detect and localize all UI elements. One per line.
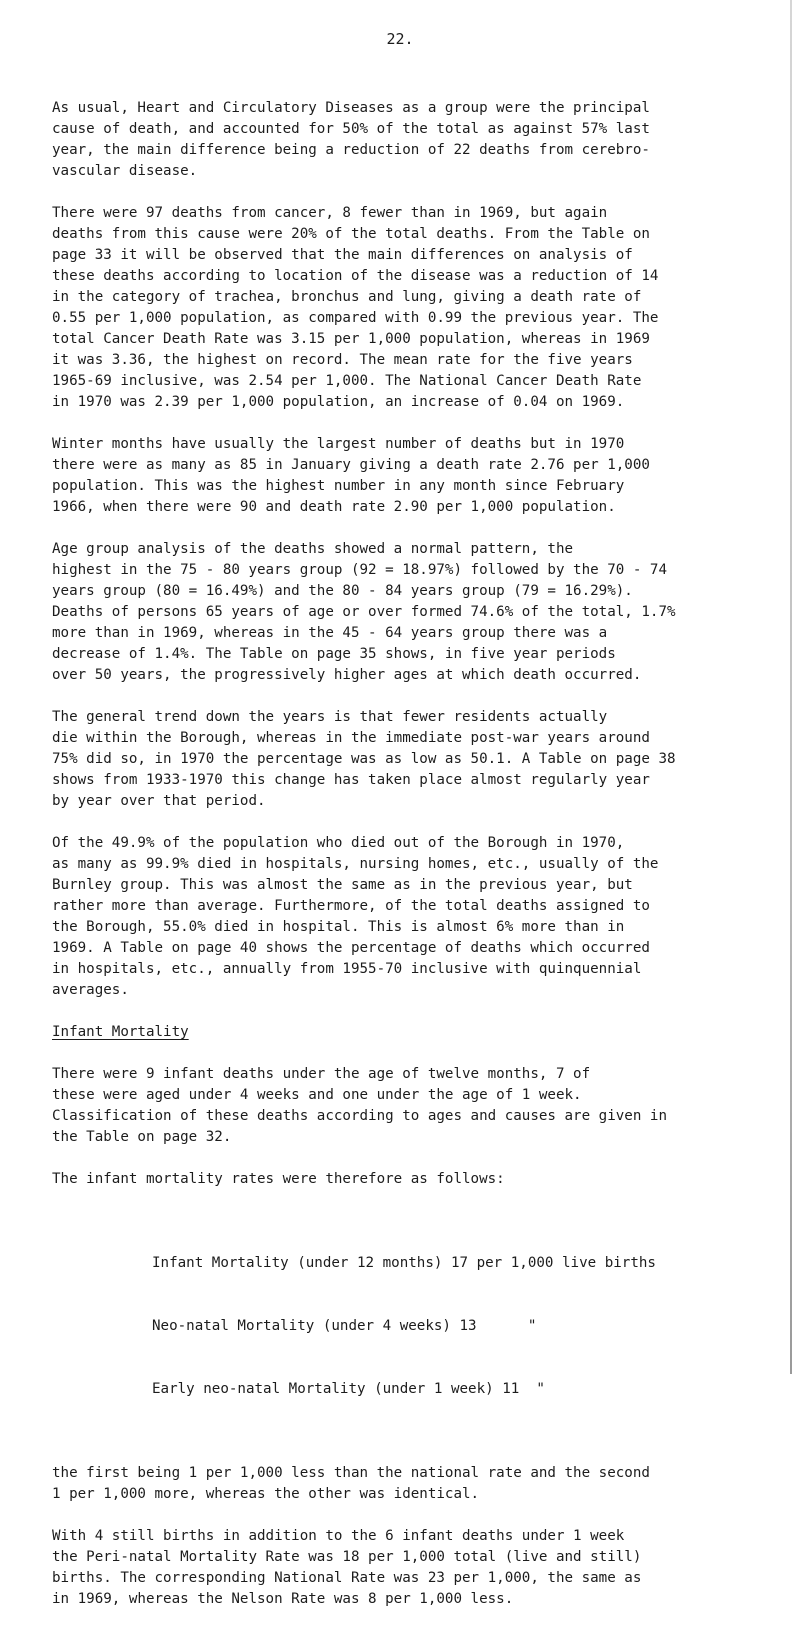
paragraph-heart-circulatory: As usual, Heart and Circulatory Diseases as a group were the principal cause of death, and accounted for 50% of the total as against 57% last year, the main difference being a reduction of 22 deaths from cerebro- vascular disease. [52,100,650,179]
paragraph-cancer-deaths: There were 97 deaths from cancer, 8 fewer than in 1969, but again deaths from this cause were 20% of the total deaths. From the Table on page 33 it will be observed that the main differences on analysis of these deaths according to location of the disease was a reduction of 14 in the category of trachea, bronchus and lung, giving a death rate of 0.55 per 1,000 population, as compared with 0.99 the previous year. The total Cancer Death Rate was 3.15 per 1,000 population, whereas in 1969 it was 3.36, the highest on record. The mean rate for the five years 1965-69 inclusive, was 2.54 per 1,000. The National Cancer Death Rate in 1970 was 2.39 per 1,000 population, an increase of 0.04 on 1969. [52,205,659,410]
page-number: 22. [386,30,414,48]
section-heading-infant-mortality: Infant Mortality [52,1024,189,1040]
rate-early-neo-natal-mortality: Early neo-natal Mortality (under 1 week) 11 " [152,1381,545,1397]
document-body [52,98,796,1631]
paragraph-peri-natal: With 4 still births in addition to the 6 infant deaths under 1 week the Peri-natal Mortality Rate was 18 per 1,000 total (live and still) births. The corresponding National Rate was 23 per 1,000, the same as in 1969, whereas the Nelson Rate was 8 per 1,000 less. [52,1528,642,1607]
paragraph-died-out-of-borough: Of the 49.9% of the population who died out of the Borough in 1970, as many as 99.9% died in hospitals, nursing homes, etc., usually of the Burnley group. This was almost the same as in the previous year, but rather more than average. Furthermore, of the total deaths assigned to the Borough, 55.0% died in hospital. This is almost 6% more than in 1969. A Table on page 40 shows the percentage of deaths which occurred in hospitals, etc., annually from 1955-70 inclusive with quinquennial averages. [52,835,659,998]
paragraph-age-group-analysis: Age group analysis of the deaths showed a normal pattern, the highest in the 75 - 80 years group (92 = 18.97%) followed by the 70 - 74 years group (80 = 16.49%) and the 80 - 84 years group (79 = 16.29%). Deaths of persons 65 years of age or over formed 74.6% of the total, 1.7% more than in 1969, whereas in the 45 - 64 years group there was a decrease of 1.4%. The Table on page 35 shows, in five year periods over 50 years, the progressively higher ages at which death occurred. [52,541,676,683]
paragraph-winter-months: Winter months have usually the largest number of deaths but in 1970 there were as many as 85 in January giving a death rate 2.76 per 1,000 population. This was the highest number in any month since February 1966, when there were 90 and death rate 2.90 per 1,000 population. [52,436,650,515]
scan-edge-line [790,0,792,1374]
paragraph-rates-comparison: the first being 1 per 1,000 less than the national rate and the second 1 per 1,000 more, whereas the other was identical. [52,1465,650,1502]
paragraph-rates-intro: The infant mortality rates were therefore as follows: [52,1171,505,1187]
rate-neo-natal-mortality: Neo-natal Mortality (under 4 weeks) 13 " [152,1318,537,1334]
rate-infant-mortality: Infant Mortality (under 12 months) 17 per 1,000 live births [152,1255,656,1271]
paragraph-infant-deaths: There were 9 infant deaths under the age of twelve months, 7 of these were aged under 4 weeks and one under the age of 1 week. Classification of these deaths according to ages and causes are given in the Table on page 32. [52,1066,667,1145]
infant-mortality-rates-list [152,1211,796,1442]
paragraph-general-trend: The general trend down the years is that fewer residents actually die within the Borough, whereas in the immediate post-war years around 75% did so, in 1970 the percentage was as low as 50.1. A Table on page 38 shows from 1933-1970 this change has taken place almost regularly year by year over that period. [52,709,676,809]
